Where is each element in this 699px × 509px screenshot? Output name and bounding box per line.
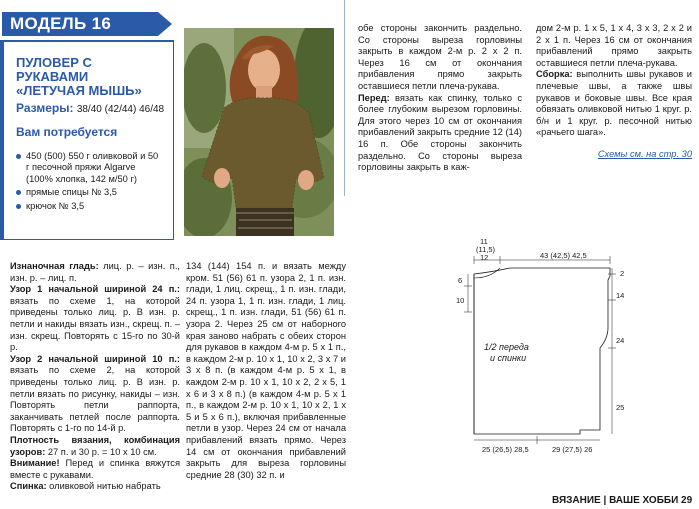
- material-item: крючок № 3,5: [14, 201, 164, 212]
- diagram-label-2: и спинки: [490, 353, 527, 363]
- paragraph-pattern-1: Узор 1 начальной шириной 24 п.: вязать по схеме 1, на которой приведены только лиц. р. В изн. р. петли и накиды вязать изн., скрещ. п. – изн. скрещ. Повторять с 15-го по 30-й р.: [10, 284, 180, 353]
- model-photo: [184, 28, 334, 236]
- sizes-label: Размеры:: [16, 101, 74, 115]
- text-column-1: [10, 261, 180, 493]
- dim-bottom-left: 25 (26,5) 28,5: [482, 445, 529, 454]
- paragraph-attention: Внимание! Перед и спинка вяжутся вместе с рукавами.: [10, 458, 180, 480]
- diagram-label-1: 1/2 переда: [484, 342, 529, 352]
- pattern-diagram: [440, 238, 699, 463]
- paragraph-pattern-2: Узор 2 начальной шириной 10 п.: вязать по схеме 2, на которой приведены только лиц. р. В изн. р. петли вязать по рисунку, накиды – изн. Повторять петли раппорта, заканчивать петлей после раппорта. Повторять с 1-го по 14-й р.: [10, 353, 180, 434]
- dim-neck-2: (11,5): [476, 245, 496, 254]
- title-line1: ПУЛОВЕР С РУКАВАМИ: [16, 55, 92, 84]
- scheme-link[interactable]: Схемы см. на стр. 30: [597, 148, 692, 159]
- dim-bottom-right: 29 (27,5) 26: [552, 445, 593, 454]
- bullet-icon: [16, 154, 21, 159]
- text-column-4: [536, 23, 692, 161]
- paragraph-back: Спинка: оливковой нитью набрать: [10, 481, 161, 492]
- text-column-2: [186, 261, 346, 481]
- text-column-3: [358, 23, 522, 174]
- dim-right-14: 14: [616, 291, 625, 300]
- model-header: МОДЕЛЬ 16: [2, 12, 158, 36]
- paragraph-back-cont: 134 (144) 154 п. и вязать между кром. 51 (56) 61 п. узора 2, 1 п. изн. глади, 1 лиц. скрещ., 1 п. изн. глади, 24 п. узора 1, 1 п. изн. глади, 1 лиц. скрещ., 1 п. изн. глади, 51 (56) 61 п. узора 2. Через 25 см от наборного края заново набрать с обеих сторон для рукавов в каждом 4-м р. 5 х 1 п., в каждом 2-м р. 10 х 1, 10 х 2, 3 х 7 и 3 х 8 п. (в каждом 4-м р. 5 х 1, в каждом 2-м р. 10 х 1, 10 х 2, 2 х 5, 1 х 6 и 3 х 8 п.) (в каждом 4-м р. 5 х 1 п., в каждом 2-м р. 10 х 1, 10 х 2, 1 х 5 и 5 х 6 п.), включая прибавленные петли в узор. Через 24 см от начала прибавлений вязать прямо. Через 14 см от окончания прибавлений закрыть для выреза горловины средние 28 (30) 32 п. и: [186, 261, 346, 480]
- paragraph-stockinette: Изнаночная гладь: лиц. р. – изн. п., изн. р. – лиц. п.: [10, 261, 180, 283]
- dim-shoulder: 43 (42,5) 42,5: [540, 251, 587, 260]
- paragraph-gauge: Плотность вязания, комбинация узоров: 27 п. и 30 р. = 10 х 10 см.: [10, 434, 180, 457]
- material-item: прямые спицы № 3,5: [14, 187, 164, 198]
- dim-right-25: 25: [616, 403, 625, 412]
- dim-right-2: 2: [620, 269, 625, 278]
- material-item: 450 (500) 550 г оливковой и 50 г песочной пряжи Algarve (100% хлопка, 142 м/50 г): [14, 151, 164, 185]
- bullet-icon: [16, 190, 21, 195]
- dim-neck-3: 12: [480, 253, 489, 262]
- dim-left-10: 10: [456, 296, 465, 305]
- materials-list: [14, 151, 164, 212]
- bullet-icon: [16, 204, 21, 209]
- info-box: [4, 40, 174, 240]
- need-label: Вам потребуется: [16, 125, 118, 139]
- paragraph-neck-back: обе стороны закончить раздельно. Со стороны выреза горловины закрыть в каждом 2-м р. 2 х 2 п. Через 16 см от окончания прибавления прямо закрыть оставшиеся петли плеча-рукава.: [358, 23, 522, 91]
- paragraph-front: Перед: вязать как спинку, только с более глубоким вырезом горловины. Для этого через 10 см от окончания прибавлений закрыть средние 12 (14) 16 п. Обе стороны закончить раздельно. Со стороны выреза горловины закрыть в каж-: [358, 92, 522, 173]
- dim-neck-1: 11: [480, 238, 488, 246]
- paragraph-front-cont: дом 2-м р. 1 х 5, 1 х 4, 3 х 3, 2 х 2 и 2 х 1 п. Через 16 см от окончания прибавлений прямо закрыть оставшиеся петли плеча-рукава.: [536, 23, 692, 68]
- sizes-value: 38/40 (42/44) 46/48: [76, 104, 165, 115]
- model-photo-illustration: [184, 28, 334, 236]
- dim-left-6: 6: [458, 276, 463, 285]
- paragraph-assembly: Сборка: выполнить швы рукавов и плечевые швы, а также швы рукавов и боковые швы. Все края обвязать оливковой нитью 1 круг. р. б/н и 1 круг. р. песочной нитью «рачьего шага».: [536, 69, 692, 138]
- page-footer: ВЯЗАНИЕ | ВАШЕ ХОББИ 29: [552, 495, 693, 506]
- title-line2: «ЛЕТУЧАЯ МЫШЬ»: [16, 83, 142, 98]
- sizes-row: [16, 101, 176, 115]
- column-divider: [344, 0, 345, 196]
- dim-right-24: 24: [616, 336, 625, 345]
